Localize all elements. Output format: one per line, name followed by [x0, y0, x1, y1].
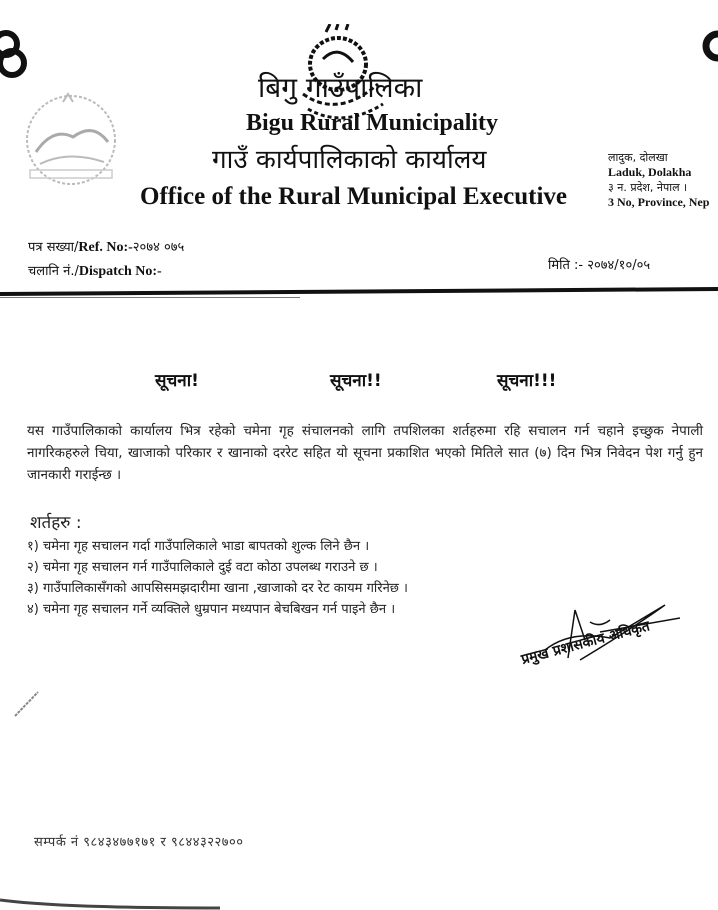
dispatch-label-nepali: चलानि नं./ — [28, 264, 79, 279]
notice-heading-1: सूचना! — [155, 371, 199, 391]
notice-heading-3: सूचना!!! — [497, 371, 557, 391]
corner-punch-mark-icon — [0, 30, 34, 80]
signatory-title: प्रमुख प्रशासकीय अधिकृत — [519, 618, 652, 669]
contact-numbers: सम्पर्क नं ९८४३४७७१७१ र ९८४४३२२७०० — [34, 835, 244, 850]
office-name-nepali: गाउँ कार्यपालिकाको कार्यालय — [212, 145, 487, 175]
address-block — [608, 150, 709, 210]
municipality-name-english: Bigu Rural Municipality — [246, 110, 499, 136]
address-line1-english: Laduk, Dolakha — [608, 165, 692, 179]
address-line1-nepali: लादुक, दोलखा — [608, 151, 668, 164]
scan-artifact-mark — [10, 688, 40, 718]
notice-heading-2: सूचना!! — [330, 371, 382, 391]
term-item: २) चमेना गृह सचालन गर्न गाउँपालिकाले दुई वटा कोठा उपलब्ध गराउने छ । — [27, 560, 378, 575]
ref-label-english: Ref. No:- — [78, 240, 133, 255]
date-label: मिति :- — [548, 258, 584, 273]
terms-list — [27, 536, 408, 620]
term-item: १) चमेना गृह सचालन गर्दा गाउँपालिकाले भाडा बापतको शुल्क लिने छैन । — [27, 539, 370, 554]
date-value: २०७४/१०/०५ — [587, 258, 651, 273]
date-line — [548, 255, 650, 273]
notice-body-paragraph: यस गाउँपालिकाको कार्यालय भित्र रहेको चमेना गृह संचालनको लागि तपशिलका शर्तहरुमा रहि सचालन गर्न चहाने इच्छुक नेपाली नागरिकहरुले चिया, खाजाको परिकार र खानाको दररेट सहित यो सूचना प्रकाशित भएको मितिले सात (७) दिन भित्र निवेदन पेश गर्नु हुन जानकारी गराईन्छ । — [27, 423, 703, 483]
office-name-english: Office of the Rural Municipal Executive — [140, 183, 568, 210]
nepal-emblem-icon — [18, 92, 124, 192]
ref-value: २०७४ ०७५ — [132, 240, 185, 255]
municipality-name-nepali: बिगु गाउँपालिका — [258, 71, 423, 104]
address-line2-nepali: ३ न. प्रदेश, नेपाल । — [608, 181, 688, 194]
ref-label-nepali: पत्र सख्या/ — [28, 240, 79, 255]
header-divider-shadow — [0, 297, 300, 298]
page-edge-shadow — [0, 896, 240, 910]
dispatch-number-line — [28, 260, 184, 284]
reference-block — [28, 236, 184, 284]
header-divider — [0, 287, 718, 296]
term-item: ४) चमेना गृह सचालन गर्ने व्यक्तिले धुम्रपान मध्यपान बेचबिखन गर्न पाइने छैन । — [27, 602, 396, 617]
term-item: ३) गाउँपालिकासँगको आपसिसमझदारीमा खाना ,खाजाको दर रेट कायम गरिनेछ । — [27, 581, 408, 596]
dispatch-label-english: Dispatch No:- — [78, 264, 162, 279]
corner-punch-mark-icon — [700, 30, 718, 62]
address-line2-english: 3 No, Province, Nep — [608, 195, 710, 209]
ref-number-line — [28, 236, 184, 260]
terms-heading: शर्तहरु : — [30, 513, 82, 533]
